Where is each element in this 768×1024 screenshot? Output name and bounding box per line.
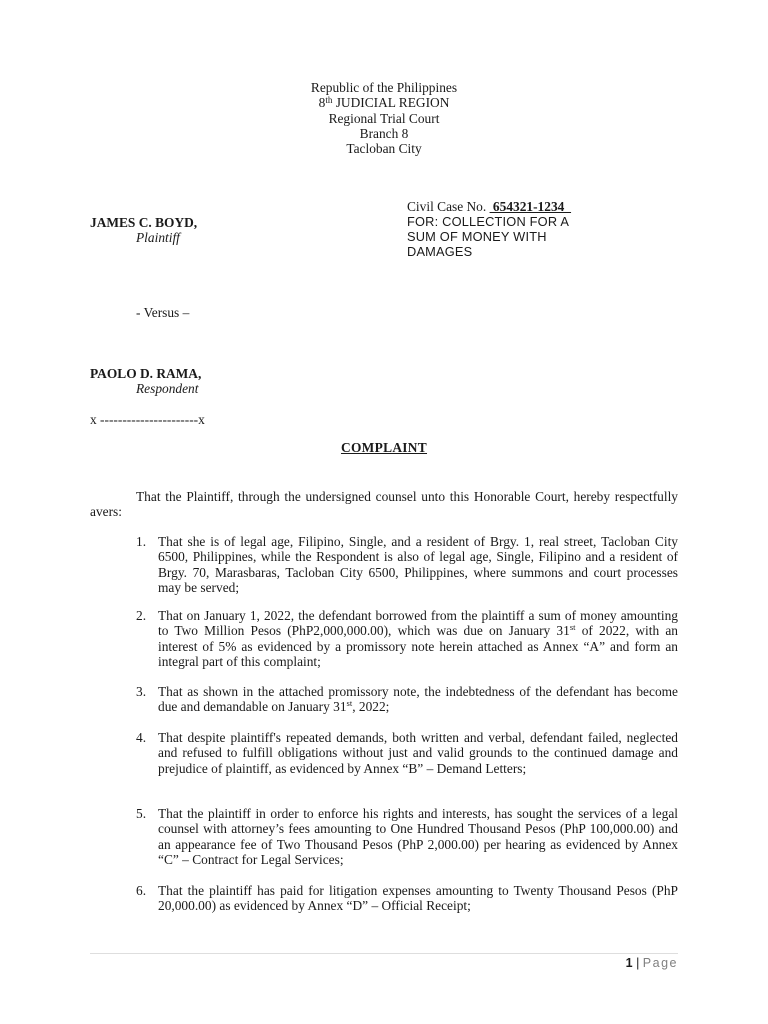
paragraph-text: That the plaintiff has paid for litigation expenses amounting to Twenty Thousand Pesos (PhP 20,000.00) as evidenced by Annex “D” – Official Receipt; [158,883,678,914]
court-name-line: Regional Trial Court [328,110,440,126]
paragraph-number: 6. [136,883,147,898]
caption-separator: x ----------------------x [90,412,205,427]
numbered-paragraph [136,730,678,776]
intro-paragraph: That the Plaintiff, through the undersigned counsel unto this Honorable Court, hereby respectfully avers: [90,489,678,519]
respondent-name: PAOLO D. RAMA, [90,366,202,381]
versus-text: - Versus – [136,305,190,320]
civil-case-number: 654321-1234 [489,199,572,214]
numbered-paragraph [136,684,678,715]
page-number: 1 [625,956,633,970]
respondent-role: Respondent [136,381,199,396]
footer-separator: | [632,956,643,970]
paragraph-number: 4. [136,730,147,745]
court-header [0,80,768,156]
region-text: JUDICIAL REGION [332,95,450,111]
numbered-paragraph [136,883,678,914]
city-line: Tacloban City [346,141,422,157]
case-nature-line: DAMAGES [407,244,473,259]
case-nature-line: SUM OF MONEY WITH [407,229,547,244]
numbered-paragraph [136,608,678,669]
page-word: Page [642,956,678,970]
plaintiff-role: Plaintiff [136,230,180,245]
paragraph-text: That as shown in the attached promissory note, the indebtedness of the defendant has become due and demandable on January 31st, 2022; [158,684,678,715]
paragraph-text: That on January 1, 2022, the defendant borrowed from the plaintiff a sum of money amounting to Two Million Pesos (PhP2,000,000.00), which was due on January 31st of 2022, with an interest of 5% as evidenced by a promissory note herein attached as Annex “A” and form an integral part of this complaint; [158,608,678,669]
case-caption [407,199,607,259]
paragraph-number: 2. [136,608,147,623]
branch-line: Branch 8 [359,125,409,141]
plaintiff-name: JAMES C. BOYD, [90,215,198,230]
paragraph-text: That she is of legal age, Filipino, Single, and a resident of Brgy. 1, real street, Tacloban City 6500, Philippines, while the Respondent is also of legal age, Single, Filipino and a resident of Brgy. 70, Marasbaras, Tacloban City 6500, Philippines, where summons and court processes may be served; [158,534,678,595]
numbered-paragraph [136,534,678,595]
region-ordinal: th [325,95,333,106]
region-number: 8 [318,95,326,111]
paragraph-number: 3. [136,684,147,699]
numbered-paragraph [136,806,678,867]
paragraph-number: 5. [136,806,147,821]
footer-rule [90,953,678,954]
judicial-region-line [0,95,768,110]
republic-line: Republic of the Philippines [310,80,458,95]
case-nature-line: FOR: COLLECTION FOR A [407,214,570,229]
civil-case-line [407,199,607,214]
paragraph-number: 1. [136,534,147,549]
paragraph-text: That the plaintiff in order to enforce his rights and interests, has sought the services of a legal counsel with attorney’s fees amounting to One Hundred Thousand Pesos (PhP 100,000.00) and an appearance fee of Two Thousand Pesos (PhP 2,000.00) per hearing as evidenced by Annex “C” – Contract for Legal Services; [158,806,678,867]
document-title: COMPLAINT [340,440,428,455]
page-footer [626,956,678,971]
paragraph-text: That despite plaintiff's repeated demands, both written and verbal, defendant failed, neglected and refused to fulfill obligations without just and valid grounds to the continued damage and prejudice of plaintiff, as evidenced by Annex “B” – Demand Letters; [158,730,678,776]
civil-case-label: Civil Case No. [407,199,490,214]
